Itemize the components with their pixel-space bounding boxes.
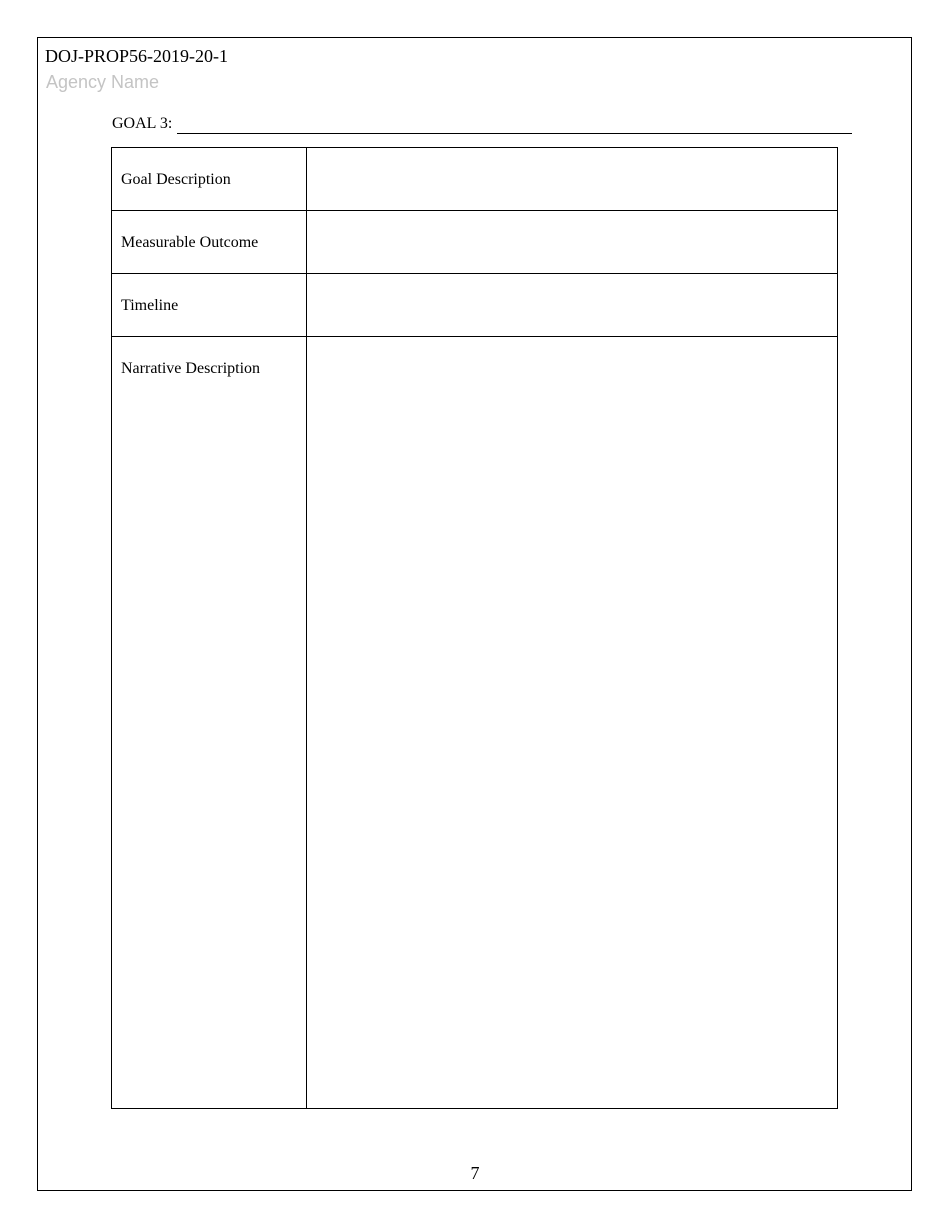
table-row-measurable-outcome: [112, 211, 838, 274]
row-label-cell: [112, 274, 307, 337]
table-row-timeline: [112, 274, 838, 337]
goal-title-row: [112, 112, 852, 134]
agency-name-field[interactable]: Agency Name: [46, 72, 160, 92]
row-label-cell: [112, 211, 307, 274]
goal-title-input[interactable]: [177, 115, 852, 134]
row-label-cell: [112, 337, 307, 1109]
row-label: Goal Description: [121, 171, 231, 188]
table-row-narrative-description: [112, 337, 838, 1109]
timeline-input[interactable]: [307, 274, 838, 337]
document-id: DOJ-PROP56-2019-20-1: [45, 46, 229, 66]
page-number: 7: [470, 1163, 480, 1183]
table-row-goal-description: [112, 148, 838, 211]
goal-description-input[interactable]: [307, 148, 838, 211]
narrative-description-input[interactable]: [307, 337, 838, 1109]
goal-details-table: [111, 147, 838, 1109]
row-label: Measurable Outcome: [121, 234, 259, 251]
row-label-cell: [112, 148, 307, 211]
goal-label: GOAL 3:: [112, 115, 173, 132]
measurable-outcome-input[interactable]: [307, 211, 838, 274]
row-label: Timeline: [121, 297, 179, 314]
row-label: Narrative Description: [121, 360, 261, 377]
